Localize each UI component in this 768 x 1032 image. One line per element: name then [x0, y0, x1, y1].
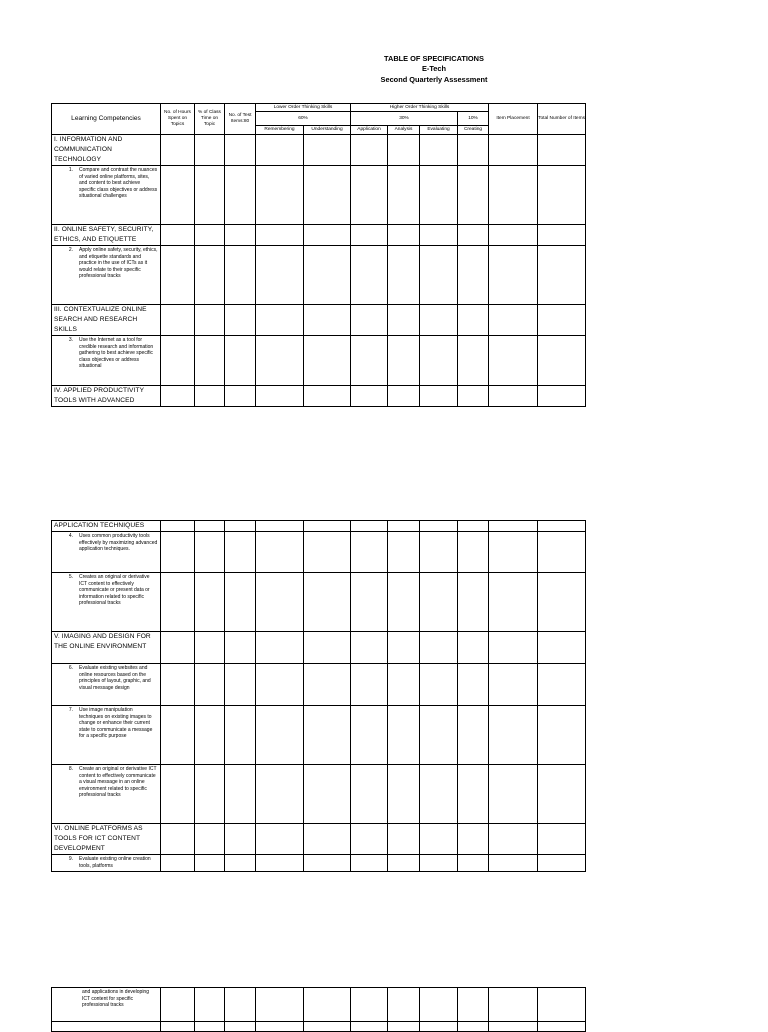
- table-cell: [225, 135, 256, 166]
- table-cell: [256, 336, 304, 386]
- table-cell: [304, 573, 351, 632]
- table-cell: [351, 855, 388, 872]
- header-learning-competencies: Learning Competencies: [52, 104, 161, 135]
- table-cell: [420, 855, 458, 872]
- table-cell: [489, 166, 538, 225]
- table-cell: [458, 532, 489, 573]
- competency-row: [52, 336, 586, 386]
- table-cell: [195, 386, 225, 407]
- table-cell: [489, 225, 538, 246]
- table-cell: [161, 336, 195, 386]
- table-cell: [388, 336, 420, 386]
- table-cell: [420, 386, 458, 407]
- table-cell: [351, 521, 388, 532]
- table-cell: [304, 135, 351, 166]
- table-cell: [304, 824, 351, 855]
- table-cell: [304, 1022, 351, 1032]
- table-cell: [161, 521, 195, 532]
- table-cell: [538, 336, 586, 386]
- table-cell: [458, 386, 489, 407]
- table-cell: [538, 855, 586, 872]
- table-cell: [388, 664, 420, 706]
- section-title: APPLICATION TECHNIQUES: [52, 521, 161, 532]
- table-cell: [458, 305, 489, 336]
- table-cell: [351, 632, 388, 664]
- table-cell: [225, 573, 256, 632]
- table-cell: [351, 246, 388, 305]
- table-cell: [195, 824, 225, 855]
- table-cell: [420, 521, 458, 532]
- header-remembering: Remembering: [256, 126, 304, 135]
- table-cell: [52, 765, 161, 824]
- table-cell: [161, 386, 195, 407]
- table-cell: [458, 664, 489, 706]
- table-cell: [420, 225, 458, 246]
- table-cell: [489, 765, 538, 824]
- table-cell: [351, 988, 388, 1022]
- table-cell: [304, 336, 351, 386]
- table-cell: [388, 386, 420, 407]
- table-cell: [256, 532, 304, 573]
- competency-row: [52, 664, 586, 706]
- table-cell: [388, 135, 420, 166]
- table-cell: [351, 305, 388, 336]
- table-cell: [388, 706, 420, 765]
- table-cell: [161, 305, 195, 336]
- competency-row: [52, 855, 586, 872]
- table-cell: [458, 521, 489, 532]
- table-cell: [225, 521, 256, 532]
- section-row: [52, 386, 586, 407]
- table-cell: [161, 135, 195, 166]
- table-cell: [52, 166, 161, 225]
- header-understanding: Understanding: [304, 126, 351, 135]
- table-cell: [195, 305, 225, 336]
- table-cell: [489, 988, 538, 1022]
- table-cell: [458, 988, 489, 1022]
- table-cell: [195, 988, 225, 1022]
- table-cell: [489, 336, 538, 386]
- section-title: V. IMAGING AND DESIGN FOR THE ONLINE ENVIRONMENT: [52, 632, 161, 664]
- competency-text: Use image manipulation techniques on existing images to change or enhance their current state to communicate a message for a specific purpose: [79, 707, 153, 739]
- header-creating: Creating: [458, 126, 489, 135]
- table-cell: [420, 246, 458, 305]
- table-cell: [351, 1022, 388, 1032]
- header-item-placement: Item Placement: [489, 104, 538, 135]
- table-cell: [225, 386, 256, 407]
- header-higher-percent-b: 10%: [458, 112, 489, 126]
- table-cell: [351, 386, 388, 407]
- table-cell: [52, 706, 161, 765]
- table-cell: [458, 1022, 489, 1032]
- table-cell: [304, 632, 351, 664]
- table-cell: [256, 632, 304, 664]
- competency-row: [52, 706, 586, 765]
- section-title: III. CONTEXTUALIZE ONLINE SEARCH AND RESEARCH SKILLS: [52, 305, 161, 336]
- table-cell: [538, 532, 586, 573]
- table-cell: [420, 664, 458, 706]
- section-row: [52, 305, 586, 336]
- table-cell: [420, 706, 458, 765]
- section-title: I. INFORMATION AND COMMUNICATION TECHNOLOGY: [52, 135, 161, 166]
- table-cell: [458, 855, 489, 872]
- table-cell: [225, 246, 256, 305]
- table-cell: [304, 988, 351, 1022]
- table-cell: [161, 573, 195, 632]
- table-cell: [420, 632, 458, 664]
- table-cell: [161, 706, 195, 765]
- table-cell: [538, 988, 586, 1022]
- table-cell: [161, 988, 195, 1022]
- table-cell: [538, 246, 586, 305]
- competency-text: Apply online safety, security, ethics, and etiquette standards and practice in the use of ICTs as it would relate to their specific professional tracks: [79, 247, 158, 279]
- table-cell: [420, 573, 458, 632]
- table-cell: [195, 632, 225, 664]
- table-cell: [225, 305, 256, 336]
- table-cell: [351, 664, 388, 706]
- table-cell: [489, 521, 538, 532]
- table-cell: [225, 225, 256, 246]
- competency-number: 6.: [68, 665, 73, 671]
- table-cell: [388, 855, 420, 872]
- table-cell: [489, 532, 538, 573]
- header-application: Application: [351, 126, 388, 135]
- table-cell: [195, 225, 225, 246]
- table-cell: [256, 765, 304, 824]
- table-cell: [489, 824, 538, 855]
- table-cell: [256, 988, 304, 1022]
- table-cell: [52, 1022, 161, 1032]
- header-analysis: Analysis: [388, 126, 420, 135]
- table-cell: [304, 166, 351, 225]
- specifications-table-page-3: [51, 987, 586, 1032]
- table-cell: [161, 166, 195, 225]
- table-cell: [52, 246, 161, 305]
- competency-number: 2.: [68, 247, 73, 253]
- table-cell: [538, 573, 586, 632]
- header-test-items: No. of Test Items:80: [225, 104, 256, 135]
- table-cell: [225, 166, 256, 225]
- table-cell: [256, 386, 304, 407]
- table-cell: [304, 532, 351, 573]
- table-row: [52, 1022, 586, 1032]
- competency-number: 3.: [68, 337, 73, 343]
- table-cell: [489, 855, 538, 872]
- table-cell: [489, 1022, 538, 1032]
- section-row: [52, 135, 586, 166]
- table-cell: [458, 573, 489, 632]
- competency-text: and applications in developing ICT content for specific professional tracks: [52, 988, 161, 1022]
- table-cell: [195, 664, 225, 706]
- table-cell: [256, 135, 304, 166]
- header-evaluating: Evaluating: [420, 126, 458, 135]
- table-cell: [351, 706, 388, 765]
- section-row: [52, 521, 586, 532]
- table-cell: [420, 135, 458, 166]
- competency-number: 1.: [68, 167, 73, 173]
- table-cell: [538, 765, 586, 824]
- table-cell: [256, 855, 304, 872]
- table-cell: [489, 246, 538, 305]
- table-cell: [388, 246, 420, 305]
- table-cell: [458, 765, 489, 824]
- table-cell: [489, 706, 538, 765]
- table-cell: [489, 305, 538, 336]
- competency-number: 7.: [68, 707, 73, 713]
- table-cell: [304, 225, 351, 246]
- table-cell: [304, 765, 351, 824]
- competency-row: [52, 166, 586, 225]
- table-cell: [420, 988, 458, 1022]
- competency-text: Evaluate existing websites and online resources based on the principles of layout, graphic, and visual message design: [79, 665, 151, 691]
- table-cell: [458, 135, 489, 166]
- header-lower-order: Lower Order Thinking Skills: [256, 104, 351, 112]
- header-total-items: Total Number of Items: [538, 104, 586, 135]
- table-cell: [351, 824, 388, 855]
- table-cell: [195, 166, 225, 225]
- table-cell: [225, 336, 256, 386]
- table-cell: [256, 521, 304, 532]
- competency-number: 4.: [68, 533, 73, 539]
- table-cell: [458, 225, 489, 246]
- table-cell: [195, 855, 225, 872]
- table-cell: [351, 336, 388, 386]
- table-cell: [225, 632, 256, 664]
- table-cell: [388, 532, 420, 573]
- competency-row: [52, 573, 586, 632]
- table-cell: [52, 855, 161, 872]
- table-row: [52, 104, 586, 112]
- section-title: VI. ONLINE PLATFORMS AS TOOLS FOR ICT CONTENT DEVELOPMENT: [52, 824, 161, 855]
- table-cell: [538, 521, 586, 532]
- section-title: II. ONLINE SAFETY, SECURITY, ETHICS, AND ETIQUETTE: [52, 225, 161, 246]
- table-cell: [458, 336, 489, 386]
- table-cell: [161, 246, 195, 305]
- table-cell: [161, 824, 195, 855]
- table-cell: [195, 706, 225, 765]
- table-cell: [351, 532, 388, 573]
- table-cell: [52, 573, 161, 632]
- header-percent-time: % of Class Time on Topic: [195, 104, 225, 135]
- document-assessment: Second Quarterly Assessment: [380, 74, 488, 84]
- table-cell: [538, 824, 586, 855]
- table-cell: [195, 532, 225, 573]
- table-cell: [420, 305, 458, 336]
- competency-text: Compare and contrast the nuances of varied online platforms, sites, and content to best achieve specific class objectives or address situational challenges: [79, 167, 158, 199]
- table-cell: [304, 706, 351, 765]
- header-lower-percent: 60%: [256, 112, 351, 126]
- table-cell: [195, 336, 225, 386]
- table-cell: [420, 1022, 458, 1032]
- competency-text: Create an original or derivative ICT content to effectively communicate a visual message in an online environment related to specific professional tracks: [79, 766, 157, 798]
- table-cell: [351, 225, 388, 246]
- table-cell: [458, 246, 489, 305]
- table-cell: [420, 765, 458, 824]
- table-cell: [489, 386, 538, 407]
- header-higher-order: Higher Order Thinking Skills: [351, 104, 489, 112]
- table-cell: [420, 166, 458, 225]
- section-title: IV. APPLIED PRODUCTIVITY TOOLS WITH ADVANCED: [52, 386, 161, 407]
- document-title: TABLE OF SPECIFICATIONS: [384, 54, 484, 63]
- table-cell: [489, 573, 538, 632]
- competency-text: Use the Internet as a tool for credible research and information gathering to best achieve specific class objectives or address situational: [79, 337, 154, 369]
- table-cell: [225, 1022, 256, 1032]
- table-cell: [538, 225, 586, 246]
- table-cell: [195, 573, 225, 632]
- table-cell: [538, 1022, 586, 1032]
- table-cell: [225, 532, 256, 573]
- table-cell: [388, 521, 420, 532]
- table-cell: [388, 988, 420, 1022]
- table-cell: [256, 305, 304, 336]
- table-cell: [304, 246, 351, 305]
- table-cell: [304, 664, 351, 706]
- section-row: [52, 824, 586, 855]
- competency-row: [52, 532, 586, 573]
- competency-number: 5.: [68, 574, 73, 580]
- table-cell: [351, 765, 388, 824]
- section-row: [52, 225, 586, 246]
- table-cell: [420, 824, 458, 855]
- table-cell: [161, 225, 195, 246]
- table-cell: [538, 135, 586, 166]
- table-cell: [304, 305, 351, 336]
- table-cell: [225, 765, 256, 824]
- table-cell: [225, 824, 256, 855]
- table-cell: [195, 246, 225, 305]
- table-cell: [489, 632, 538, 664]
- table-cell: [256, 225, 304, 246]
- table-cell: [489, 135, 538, 166]
- table-cell: [458, 632, 489, 664]
- table-cell: [195, 135, 225, 166]
- competency-text: Uses common productivity tools effectively by maximizing advanced application techniques.: [79, 533, 158, 552]
- table-cell: [161, 532, 195, 573]
- table-cell: [225, 988, 256, 1022]
- table-cell: [458, 824, 489, 855]
- competency-row: [52, 246, 586, 305]
- table-cell: [351, 135, 388, 166]
- table-cell: [256, 706, 304, 765]
- table-cell: [420, 336, 458, 386]
- table-cell: [388, 225, 420, 246]
- table-cell: [161, 664, 195, 706]
- table-cell: [388, 1022, 420, 1032]
- table-cell: [420, 532, 458, 573]
- table-cell: [388, 765, 420, 824]
- table-cell: [256, 664, 304, 706]
- header-higher-percent-a: 30%: [351, 112, 458, 126]
- specifications-table-page-1: [51, 103, 586, 407]
- table-cell: [225, 855, 256, 872]
- table-cell: [538, 386, 586, 407]
- table-cell: [458, 706, 489, 765]
- document-header: [0, 54, 768, 85]
- table-cell: [256, 1022, 304, 1032]
- table-cell: [538, 305, 586, 336]
- table-cell: [161, 855, 195, 872]
- table-cell: [52, 532, 161, 573]
- competency-row: [52, 988, 586, 1022]
- competency-text: Creates an original or derivative ICT content to effectively communicate or present data or information related to specific professional tracks: [79, 574, 150, 606]
- table-cell: [538, 632, 586, 664]
- table-cell: [351, 573, 388, 632]
- competency-number: 8.: [68, 766, 73, 772]
- table-cell: [195, 1022, 225, 1032]
- table-cell: [388, 305, 420, 336]
- table-cell: [538, 664, 586, 706]
- table-cell: [388, 573, 420, 632]
- table-cell: [161, 765, 195, 824]
- table-cell: [304, 855, 351, 872]
- competency-number: 9.: [68, 856, 73, 862]
- table-cell: [256, 573, 304, 632]
- document-subject: E-Tech: [421, 64, 447, 74]
- header-hours: No. of Hours Spent on Topics: [161, 104, 195, 135]
- table-cell: [304, 521, 351, 532]
- table-cell: [52, 336, 161, 386]
- table-cell: [256, 246, 304, 305]
- table-cell: [195, 765, 225, 824]
- table-cell: [161, 1022, 195, 1032]
- competency-text: Evaluate existing online creation tools, platforms: [79, 856, 151, 869]
- table-cell: [458, 166, 489, 225]
- competency-row: [52, 765, 586, 824]
- table-cell: [195, 521, 225, 532]
- table-cell: [256, 166, 304, 225]
- table-cell: [489, 664, 538, 706]
- table-cell: [52, 664, 161, 706]
- table-cell: [225, 664, 256, 706]
- table-cell: [388, 632, 420, 664]
- table-cell: [256, 824, 304, 855]
- table-cell: [388, 166, 420, 225]
- specifications-table-page-2: [51, 520, 586, 872]
- table-cell: [388, 824, 420, 855]
- table-cell: [538, 166, 586, 225]
- table-cell: [538, 706, 586, 765]
- table-cell: [304, 386, 351, 407]
- table-cell: [161, 632, 195, 664]
- section-row: [52, 632, 586, 664]
- table-cell: [225, 706, 256, 765]
- table-cell: [351, 166, 388, 225]
